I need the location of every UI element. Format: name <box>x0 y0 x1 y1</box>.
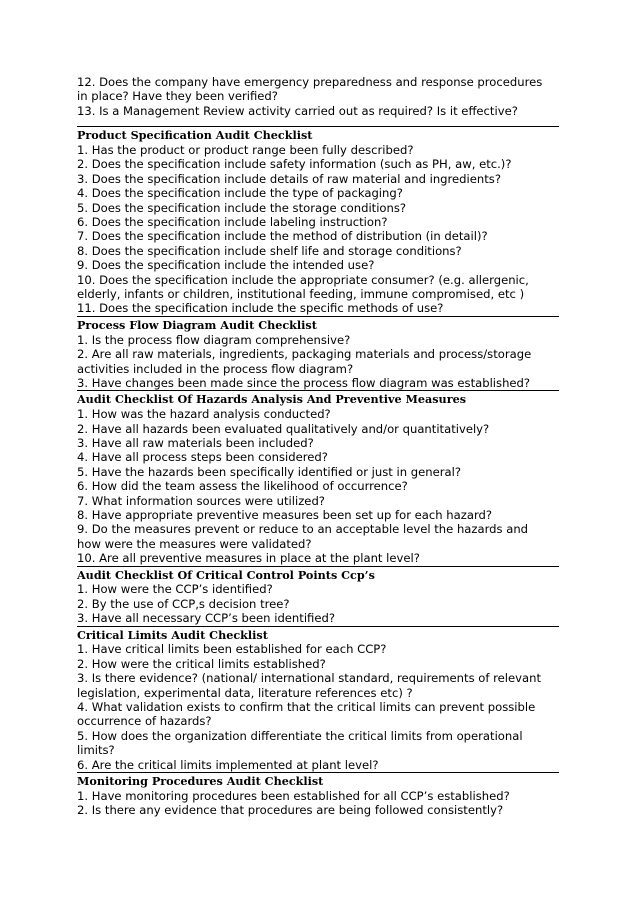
checklist-section <box>77 390 559 565</box>
checklist-question-line: 1. Has the product or product range been fully described? <box>77 143 414 158</box>
checklist-question-line: 1. How was the hazard analysis conducted? <box>77 407 331 422</box>
checklist-question-line: 6. Are the critical limits implemented at plant level? <box>77 757 379 772</box>
checklist-section <box>77 126 559 316</box>
checklist-question-line: 2. By the use of CCP,s decision tree? <box>77 596 290 611</box>
checklist-question-line: how were the measures were validated? <box>77 536 312 551</box>
checklist-question-line: 2. Is there any evidence that procedures are being followed consistently? <box>77 803 504 818</box>
checklist-section <box>77 566 559 626</box>
checklist-question-line: 1. Is the process flow diagram comprehensive? <box>77 332 351 347</box>
checklist-question-line: 6. How did the team assess the likelihood of occurrence? <box>77 479 408 494</box>
checklist-question-line: 2. Does the specification include safety information (such as PH, aw, etc.)? <box>77 157 512 172</box>
checklist-question-line: 7. What information sources were utilized? <box>77 493 325 508</box>
sections-container <box>77 126 559 817</box>
checklist-question-line: 2. Have all hazards been evaluated qualitatively and/or quantitatively? <box>77 421 490 436</box>
checklist-question-line: 4. Does the specification include the type of packaging? <box>77 186 403 201</box>
checklist-question-line: 2. How were the critical limits established? <box>77 656 326 671</box>
section-heading: Process Flow Diagram Audit Checklist <box>77 317 317 332</box>
section-heading: Audit Checklist Of Critical Control Points Ccp’s <box>77 567 375 582</box>
section-heading: Monitoring Procedures Audit Checklist <box>77 774 324 789</box>
checklist-question-line: 11. Does the specification include the specific methods of use? <box>77 301 444 316</box>
checklist-section <box>77 772 559 818</box>
checklist-question-line: 6. Does the specification include labeling instruction? <box>77 215 388 230</box>
checklist-question-line: 2. Are all raw materials, ingredients, packaging materials and process/storage <box>77 347 532 362</box>
checklist-question-line: 3. Does the specification include details of raw material and ingredients? <box>77 171 501 186</box>
section-heading: Audit Checklist Of Hazards Analysis And Preventive Measures <box>77 392 467 407</box>
checklist-question-line: 4. Have all process steps been considered? <box>77 450 328 465</box>
checklist-section <box>77 626 559 772</box>
checklist-question-line: 1. Have monitoring procedures been established for all CCP’s established? <box>77 788 510 803</box>
intro-line: 13. Is a Management Review activity carried out as required? Is it effective? <box>77 103 518 118</box>
checklist-section <box>77 316 559 390</box>
checklist-question-line: 3. Have changes been made since the process flow diagram was established? <box>77 375 531 390</box>
checklist-question-line: 9. Do the measures prevent or reduce to an acceptable level the hazards and <box>77 522 529 537</box>
checklist-question-line: 5. Does the specification include the storage conditions? <box>77 200 407 215</box>
checklist-question-line: 10. Are all preventive measures in place at the plant level? <box>77 551 420 566</box>
checklist-question-line: 8. Does the specification include shelf life and storage conditions? <box>77 243 462 258</box>
checklist-question-line: 3. Is there evidence? (national/ international standard, requirements of relevant <box>77 671 542 686</box>
checklist-question-line: 9. Does the specification include the intended use? <box>77 258 375 273</box>
checklist-question-line: 1. Have critical limits been established for each CCP? <box>77 642 387 657</box>
checklist-question-line: 5. How does the organization differentiate the critical limits from operational <box>77 728 523 743</box>
checklist-question-line: 5. Have the hazards been specifically identified or just in general? <box>77 464 461 479</box>
checklist-question-line: legislation, experimental data, literature references etc) ? <box>77 685 413 700</box>
checklist-question-line: 4. What validation exists to confirm that the critical limits can prevent possible <box>77 700 536 715</box>
checklist-question-line: limits? <box>77 743 115 758</box>
checklist-question-line: 7. Does the specification include the method of distribution (in detail)? <box>77 229 488 244</box>
checklist-question-line: occurrence of hazards? <box>77 714 212 729</box>
checklist-question-line: activities included in the process flow diagram? <box>77 361 354 376</box>
checklist-question-line: 3. Have all necessary CCP’s been identified? <box>77 611 335 626</box>
document-page <box>77 75 559 818</box>
checklist-question-line: elderly, infants or children, institutional feeding, immune compromised, etc ) <box>77 287 525 302</box>
intro-line: 12. Does the company have emergency preparedness and response procedures <box>77 75 543 89</box>
section-heading: Critical Limits Audit Checklist <box>77 627 268 642</box>
intro-block <box>77 75 559 126</box>
section-heading: Product Specification Audit Checklist <box>77 128 313 143</box>
checklist-question-line: 3. Have all raw materials been included? <box>77 435 314 450</box>
checklist-question-line: 10. Does the specification include the appropriate consumer? (e.g. allergenic, <box>77 272 529 287</box>
checklist-question-line: 1. How were the CCP’s identified? <box>77 582 273 597</box>
intro-line: in place? Have they been verified? <box>77 89 278 104</box>
checklist-question-line: 8. Have appropriate preventive measures been set up for each hazard? <box>77 507 493 522</box>
